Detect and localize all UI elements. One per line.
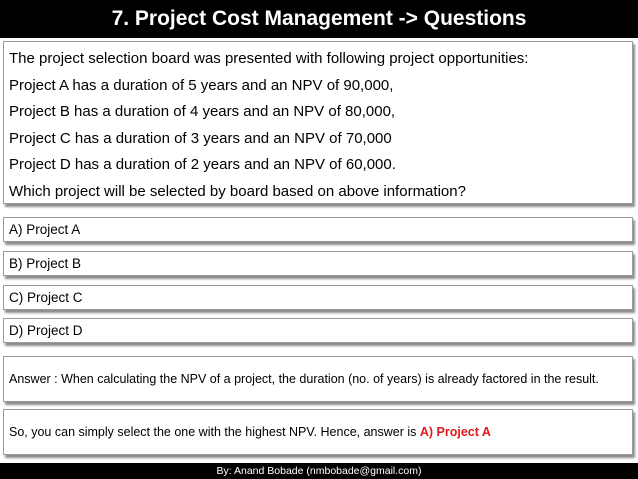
option-b[interactable]: B) Project B	[3, 251, 633, 276]
question-box	[3, 41, 633, 204]
question-line-project-d: Project D has a duration of 2 years and an NPV of 60,000.	[9, 156, 396, 173]
question-prompt: Which project will be selected by board based on above information?	[9, 182, 466, 200]
answer-box	[3, 356, 633, 402]
footer-credit: By: Anand Bobade (nmbobade@gmail.com)	[0, 463, 638, 479]
question-line-project-a: Project A has a duration of 5 years and an NPV of 90,000,	[9, 76, 394, 94]
option-a[interactable]: A) Project A	[3, 217, 633, 242]
answer-text: Answer : When calculating the NPV of a project, the duration (no. of years) is already factored in the result.	[9, 372, 599, 386]
question-intro: The project selection board was presented with following project opportunities:	[9, 50, 529, 67]
slide-title: 7. Project Cost Management -> Questions	[0, 0, 638, 38]
question-line-project-c: Project C has a duration of 3 years and an NPV of 70,000	[9, 129, 392, 147]
conclusion-box	[3, 409, 633, 455]
conclusion-text: So, you can simply select the one with the highest NPV. Hence, answer is	[9, 425, 420, 439]
question-line-project-b: Project B has a duration of 4 years and an NPV of 80,000,	[9, 103, 396, 120]
correct-answer-highlight: A) Project A	[419, 425, 491, 439]
option-d[interactable]: D) Project D	[3, 318, 633, 343]
option-c[interactable]: C) Project C	[3, 285, 633, 310]
